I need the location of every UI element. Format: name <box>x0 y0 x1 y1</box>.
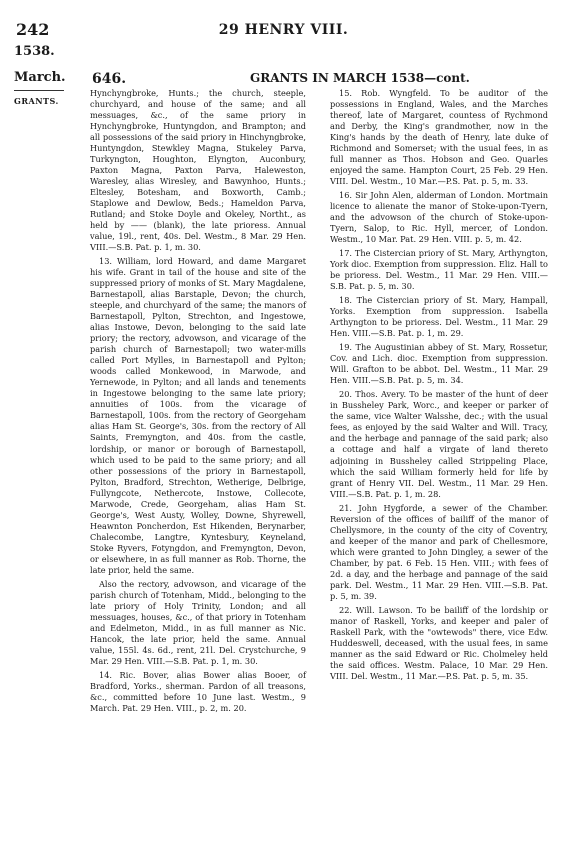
margin-divider <box>14 90 64 91</box>
margin-year: 1538. <box>14 44 55 59</box>
paragraph: 14. Ric. Bover, alias Bower alias Booer, of Bradford, Yorks., sherman. Pardon of all treasons, &c., committed before 10 June last. Westm., 9 March. Pat. 29 Hen. VIII., p. 2, m. 20. <box>90 669 306 713</box>
margin-section: GRANTS. <box>14 96 59 106</box>
page-number: 242 <box>16 20 50 39</box>
right-column <box>330 88 548 685</box>
entry-number: 646. <box>92 71 127 87</box>
paragraph: 19. The Augustinian abbey of St. Mary, Rossetur, Cov. and Lich. dioc. Exemption from suppression. Will. Grafton to be abbot. Del. Westm., 11 Mar. 29 Hen. VIII.—S.B. Pat. p. 5, m. 34. <box>330 342 548 386</box>
margin-month: March. <box>14 70 66 85</box>
paragraph: 20. Thos. Avery. To be master of the hunt of deer in Bussheley Park, Worc., and keeper or parker of the same, vice Walter Walsshe, dec.; with the usual fees, as enjoyed by the said Walter and Will. Tracy, and the herbage and pannage of the said park; also a cottage and half a virgate of land thereto adjoining in Bussheley called Strippeling Place, which the said William formerly held for life by grant of Henry VII. Del. Westm., 11 Mar. 29 Hen. VIII.—S.B. Pat. p. 1, m. 28. <box>330 389 548 499</box>
paragraph: 18. The Cistercian priory of St. Mary, Hampall, Yorks. Exemption from suppression. Isabella Arthyngton to be prioress. Del. Westm., 11 Mar. 29 Hen. VIII.—S.B. Pat. p. 1, m. 29. <box>330 295 548 339</box>
paragraph: 13. William, lord Howard, and dame Margaret his wife. Grant in tail of the house and site of the suppressed priory of monks of St. Mary Magdalene, Barnestapoll, alias Barstaple, Devon; the church, steeple, and churchyard of the same; the manors of Barnestapoll, Pylton, Strechton, and Ingestowe, alias Instowe, Devon, belonging to the said late priory; the rectory, advowson, and vicarage of the parish church of Barnestapoll; two water-mills called Port Mylles, in Barnestapoll and Pylton; woods called Monkewood, in Marwode, and Yernewode, in Pylton; and all lands and tenements in Ingestowe belonging to the same late priory; annuities of 100s. from the vicarage of Barnestapoll, 100s. from the rectory of Georgeham alias Ham St. George's, 30s. from the rectory of All Saints, Fremyngton, and 40s. from the castle, lordship, or manor or borough of Barnestapoll, which used to be paid to the same priory; and all other possessions of the priory in Barnestapoll, Pylton, Bradford, Strechton, Wetherige, Delbrige, Fullyngcote, Nethercote, Instowe, Collecote, Marwode, Crede, Georgeham, alias Ham St. George's, West Austy, Wolley, Downe, Shyrewell, Heawnton Poncherdon, Est Hikenden, Berynarber, Chalecombe, Langtre, Kyntesbury, Keyneland, Stoke Ryvers, Fotyngdon, and Fremyngton, Devon, or elsewhere, in as full manner as Rob. Thorne, the late prior, held the same. <box>90 256 306 575</box>
paragraph: 21. John Hygforde, a sewer of the Chamber. Reversion of the offices of bailiff of the manor of Chellysmore, in the county of the city of Coventry, and keeper of the manor and park of Chellesmore, which were granted to John Dingley, a sewer of the Chamber, by pat. 6 Feb. 15 Hen. VIII.; with fees of 2d. a day, and the herbage and pannage of the said park. Del. Westm., 11 Mar. 29 Hen. VIII.—S.B. Pat. p. 5, m. 39. <box>330 502 548 601</box>
paragraph: 22. Will. Lawson. To be bailiff of the lordship or manor of Raskell, Yorks, and keeper and paler of Raskell Park, with the "owtewods" there, vice Edw. Huddeswell, deceased, with the usual fees, in same manner as the said Edward or Ric. Cholmeley held the said offices. Westm. Palace, 10 Mar. 29 Hen. VIII. Del. Westm., 11 Mar.—P.S. Pat. p. 5, m. 35. <box>330 604 548 681</box>
paragraph: 15. Rob. Wyngfeld. To be auditor of the possessions in England, Wales, and the Marches thereof, late of Margaret, countess of Rychmond and Derby, the King's grandmother, now in the King's hands by the death of Henry, late duke of Richmond and Somerset; with the usual fees, in as full manner as Thos. Hobson and Geo. Quarles enjoyed the same. Hampton Court, 25 Feb. 29 Hen. VIII. Del. Westm., 10 Mar.—P.S. Pat. p. 5, m. 33. <box>330 88 548 187</box>
entry-title: GRANTS IN MARCH 1538—cont. <box>250 71 470 85</box>
running-title: 29 HENRY VIII. <box>218 22 349 38</box>
paragraph: Also the rectory, advowson, and vicarage of the parish church of Totenham, Midd., belonging to the late priory of Holy Trinity, London; and all messuages, houses, &c., of that priory in Totenham and Edelmeton, Midd., in as full manner as Nic. Hancok, the late prior, held the same. Annual value, 155l. 4s. 6d., rent, 21l. Del. Crystchurche, 9 Mar. 29 Hen. VIII.—S.B. Pat. p. 1, m. 30. <box>90 578 306 666</box>
paragraph: Hynchyngbroke, Hunts.; the church, steeple, churchyard, and house of the same; and all messuages, &c., of the same priory in Hynchyngbroke, Huntyngdon, and Brampton; and all possessions of the said priory in Hinchyngbroke, Huntyngdon, Stewkley Magna, Stukeley Parva, Turkyngton, Houghton, Elyngton, Auconbury, Paxton Magna, Paxton Parva, Haleweston, Waresley, alias Wiresley, and Bawynhoo, Hunts.; Eltesley, Botesham, and Boxworth, Camb.; Staplowe and Dewlow, Beds.; Hameldon Parva, Rutland; and Stoke Doyle and Okeley, Northt., as held by —— (blank), the late prioress. Annual value, 19l., rent, 40s. Del. Westm., 8 Mar. 29 Hen. VIII.—S.B. Pat. p. 1, m. 30. <box>90 88 306 253</box>
left-column <box>90 88 306 717</box>
paragraph: 17. The Cistercian priory of St. Mary, Arthyngton, York dioc. Exemption from suppression. Eliz. Hall to be prioress. Del. Westm., 11 Mar. 29 Hen. VIII.—S.B. Pat. p. 5, m. 30. <box>330 248 548 292</box>
paragraph: 16. Sir John Alen, alderman of London. Mortmain licence to alienate the manor of Stoke-upon-Tyern, and the advowson of the church of Stoke-upon-Tyern, Salop, to Ric. Hyll, mercer, of London. Westm., 10 Mar. Pat. 29 Hen. VIII. p. 5, m. 42. <box>330 190 548 245</box>
page-header <box>16 20 551 42</box>
